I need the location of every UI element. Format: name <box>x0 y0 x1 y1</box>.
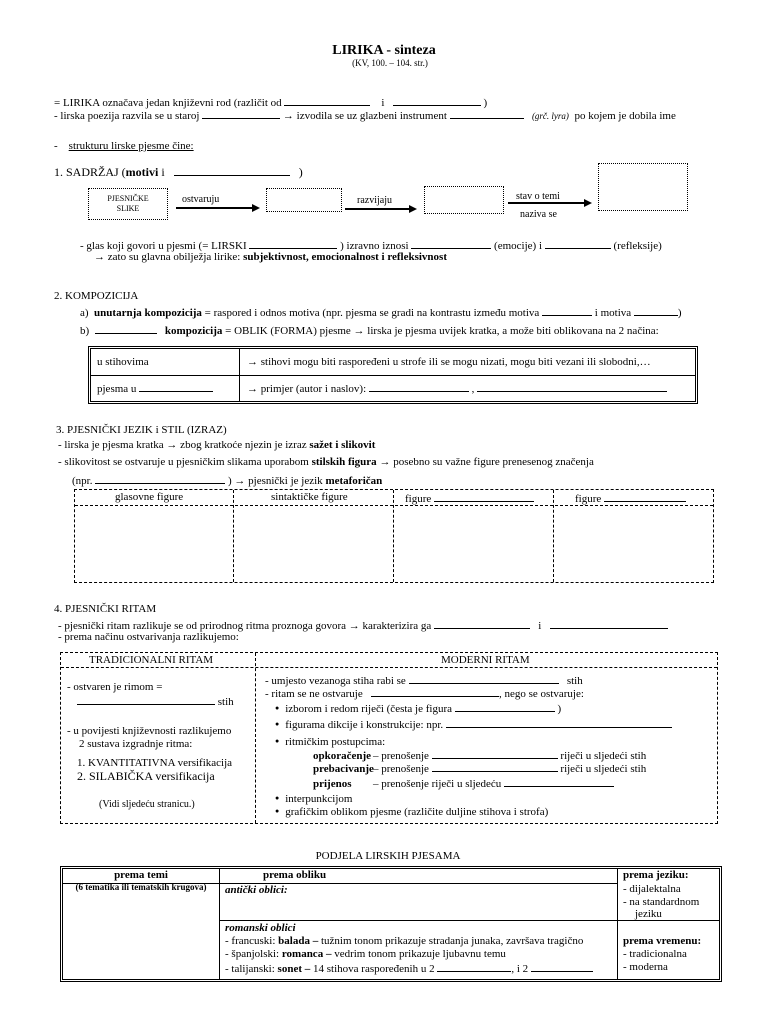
jezik-line-1: - lirska je pjesma kratka → zbog kratkoće njezin je izraz sažet i slikovit <box>58 439 376 451</box>
pjesnicke-slike-label: PJESNIČKE SLIKE <box>107 194 149 213</box>
left-1: - ostvaren je rimom = <box>67 681 163 693</box>
moderni-head: MODERNI RITAM <box>441 654 530 666</box>
ritam-line-1: - pjesnički ritam razlikuje se od prirodnog ritma proznoga govora → karakterizira ga i <box>58 618 668 633</box>
right-5: ● ritmičkim postupcima: <box>275 735 385 749</box>
left-5: 1. KVANTITATIVNA versifikacija <box>77 757 233 769</box>
row2-right: → primjer (autor i naslov): , <box>247 381 667 396</box>
spanjolski-line: - španjolski: romanca – vedrim tonom prikazuje ljubavnu temu <box>225 948 506 960</box>
right-3: ● izborom i redom riječi (česta je figura ) <box>275 701 561 716</box>
glas-line: - glas koji govori u pjesmi (= LIRSKI ) izravno iznosi (emocije) i (refleksije) <box>80 240 662 252</box>
arrow3 <box>508 202 584 204</box>
left-7: (Vidi sljedeću stranicu.) <box>99 799 195 810</box>
ritam-line-2: - prema načinu ostvarivanja razlikujemo: <box>58 631 239 643</box>
arrow2-label: razvijaju <box>357 195 392 206</box>
arrow3-head <box>584 199 592 207</box>
col-tema-head: prema temi <box>114 869 168 881</box>
vrijeme-head: prema vremenu: <box>623 935 702 947</box>
sadrzaj-heading: 1. SADRŽAJ (motivi i ) <box>54 165 303 179</box>
left-6: 2. SILABIČKA versifikacija <box>77 769 215 783</box>
kompozicija-a: a) unutarnja kompozicija = raspored i odnos motiva (npr. pjesma se gradi na kontrastu između motiva i motiva ) <box>80 307 682 319</box>
figure-table <box>74 489 714 583</box>
tema-box <box>424 186 504 214</box>
arrow1-label: ostvaruju <box>182 194 220 205</box>
jezik-heading: 3. PJESNIČKI JEZIK i STIL (IZRAZ) <box>56 424 227 436</box>
page-title: LIRIKA - sinteza <box>332 43 436 58</box>
jezik-2: - na standardnom <box>623 896 700 908</box>
right-6: opkoračenje – prenošenje riječi u sljedeći stih <box>313 750 647 762</box>
intro-line-1: = LIRIKA označava jedan književni rod (različit od i ) <box>54 97 488 109</box>
jezik-3: jeziku <box>635 908 662 920</box>
right-2: - ritam se ne ostvaruje , nego se ostvaruje: <box>265 688 584 700</box>
podjela-heading: PODJELA LIRSKIH PJESAMA <box>315 850 461 862</box>
arrow1-head <box>252 204 260 212</box>
ritam-heading: 4. PJESNIČKI RITAM <box>54 603 157 615</box>
right-8: prijenos – prenošenje riječi u sljedeću <box>313 776 614 791</box>
jezik-line-3: (npr. ) → pjesnički je jezik metaforičan <box>72 475 383 487</box>
col-glasovne: glasovne figure <box>115 491 184 503</box>
arrow2 <box>345 208 409 210</box>
col-oblik-head: prema obliku <box>263 869 327 881</box>
jezik-1: - dijalektalna <box>623 883 681 895</box>
francuski-line: - francuski: balada – tužnim tonom prikazuje stradanja junaka, završava tragično <box>225 935 584 947</box>
right-7: prebacivanje– prenošenje riječi u sljedeći stih <box>313 763 647 775</box>
intro-line-3: - strukturu lirske pjesme čine: <box>54 140 194 152</box>
arrow2-head <box>409 205 417 213</box>
left-2: stih <box>77 694 234 709</box>
ideja-box <box>598 163 688 211</box>
left-3: - u povijesti književnosti razlikujemo <box>67 725 232 737</box>
talijanski-line: - talijanski: sonet – 14 stihova raspoređenih u 2 , i 2 <box>225 961 593 976</box>
row2-left: pjesma u <box>97 381 213 396</box>
kompozicija-heading: 2. KOMPOZICIJA <box>54 290 139 302</box>
motiv-box <box>266 188 342 212</box>
right-9: ● interpunkcijom <box>275 792 352 806</box>
col-tema-sub: (6 tematika ili tematskih krugova) <box>75 882 207 892</box>
oblik-table <box>88 346 698 404</box>
intro-line-2: - lirska poezija razvila se u staroj → izvodila se uz glazbeni instrument (grč. lyra) po kojem je dobila ime <box>54 110 676 122</box>
anticki-oblici: antički oblici: <box>225 884 288 896</box>
row1-right: → stihovi mogu biti raspoređeni u strofe ili se mogu nizati, mogu biti vezani ili slobodni,… <box>247 356 651 368</box>
pjesnicke-slike-box <box>88 188 168 220</box>
arrow3-label-top: stav o temi <box>516 191 560 202</box>
row1-left: u stihovima <box>97 356 149 368</box>
jezik-line-2: - slikovitost se ostvaruje u pjesničkim slikama uporabom stilskih figura → posebno su važne figure prenesenog značenja <box>58 456 594 468</box>
arrow1 <box>176 207 252 209</box>
kompozicija-b: b) kompozicija = OBLIK (FORMA) pjesme → lirska je pjesma uvijek kratka, a može biti oblikovana na 2 načina: <box>80 325 659 337</box>
arrow3-label-bottom: naziva se <box>520 209 557 220</box>
col-figure-4: figure <box>575 491 686 506</box>
right-1: - umjesto vezanoga stiha rabi se stih <box>265 675 583 687</box>
page-subtitle: (KV, 100. – 104. str.) <box>352 58 428 68</box>
ritam-table <box>60 652 718 824</box>
romanski-oblici: romanski oblici <box>225 922 296 934</box>
vrijeme-2: - moderna <box>623 961 668 973</box>
zato-line: → zato su glavna obilježja lirike: subjektivnost, emocionalnost i refleksivnost <box>94 251 447 263</box>
col-figure-3: figure <box>405 491 534 506</box>
left-4: 2 sustava izgradnje ritma: <box>79 738 193 750</box>
right-4: ● figurama dikcije i konstrukcije: npr. <box>275 717 672 732</box>
col-jezik-head: prema jeziku: <box>623 869 689 881</box>
podjela-table <box>60 866 722 982</box>
tradicionalni-head: TRADICIONALNI RITAM <box>89 654 214 666</box>
col-sintakticke: sintaktičke figure <box>271 491 348 503</box>
vrijeme-1: - tradicionalna <box>623 948 687 960</box>
right-10: ● grafičkim oblikom pjesme (različite duljine stihova i strofa) <box>275 805 548 819</box>
